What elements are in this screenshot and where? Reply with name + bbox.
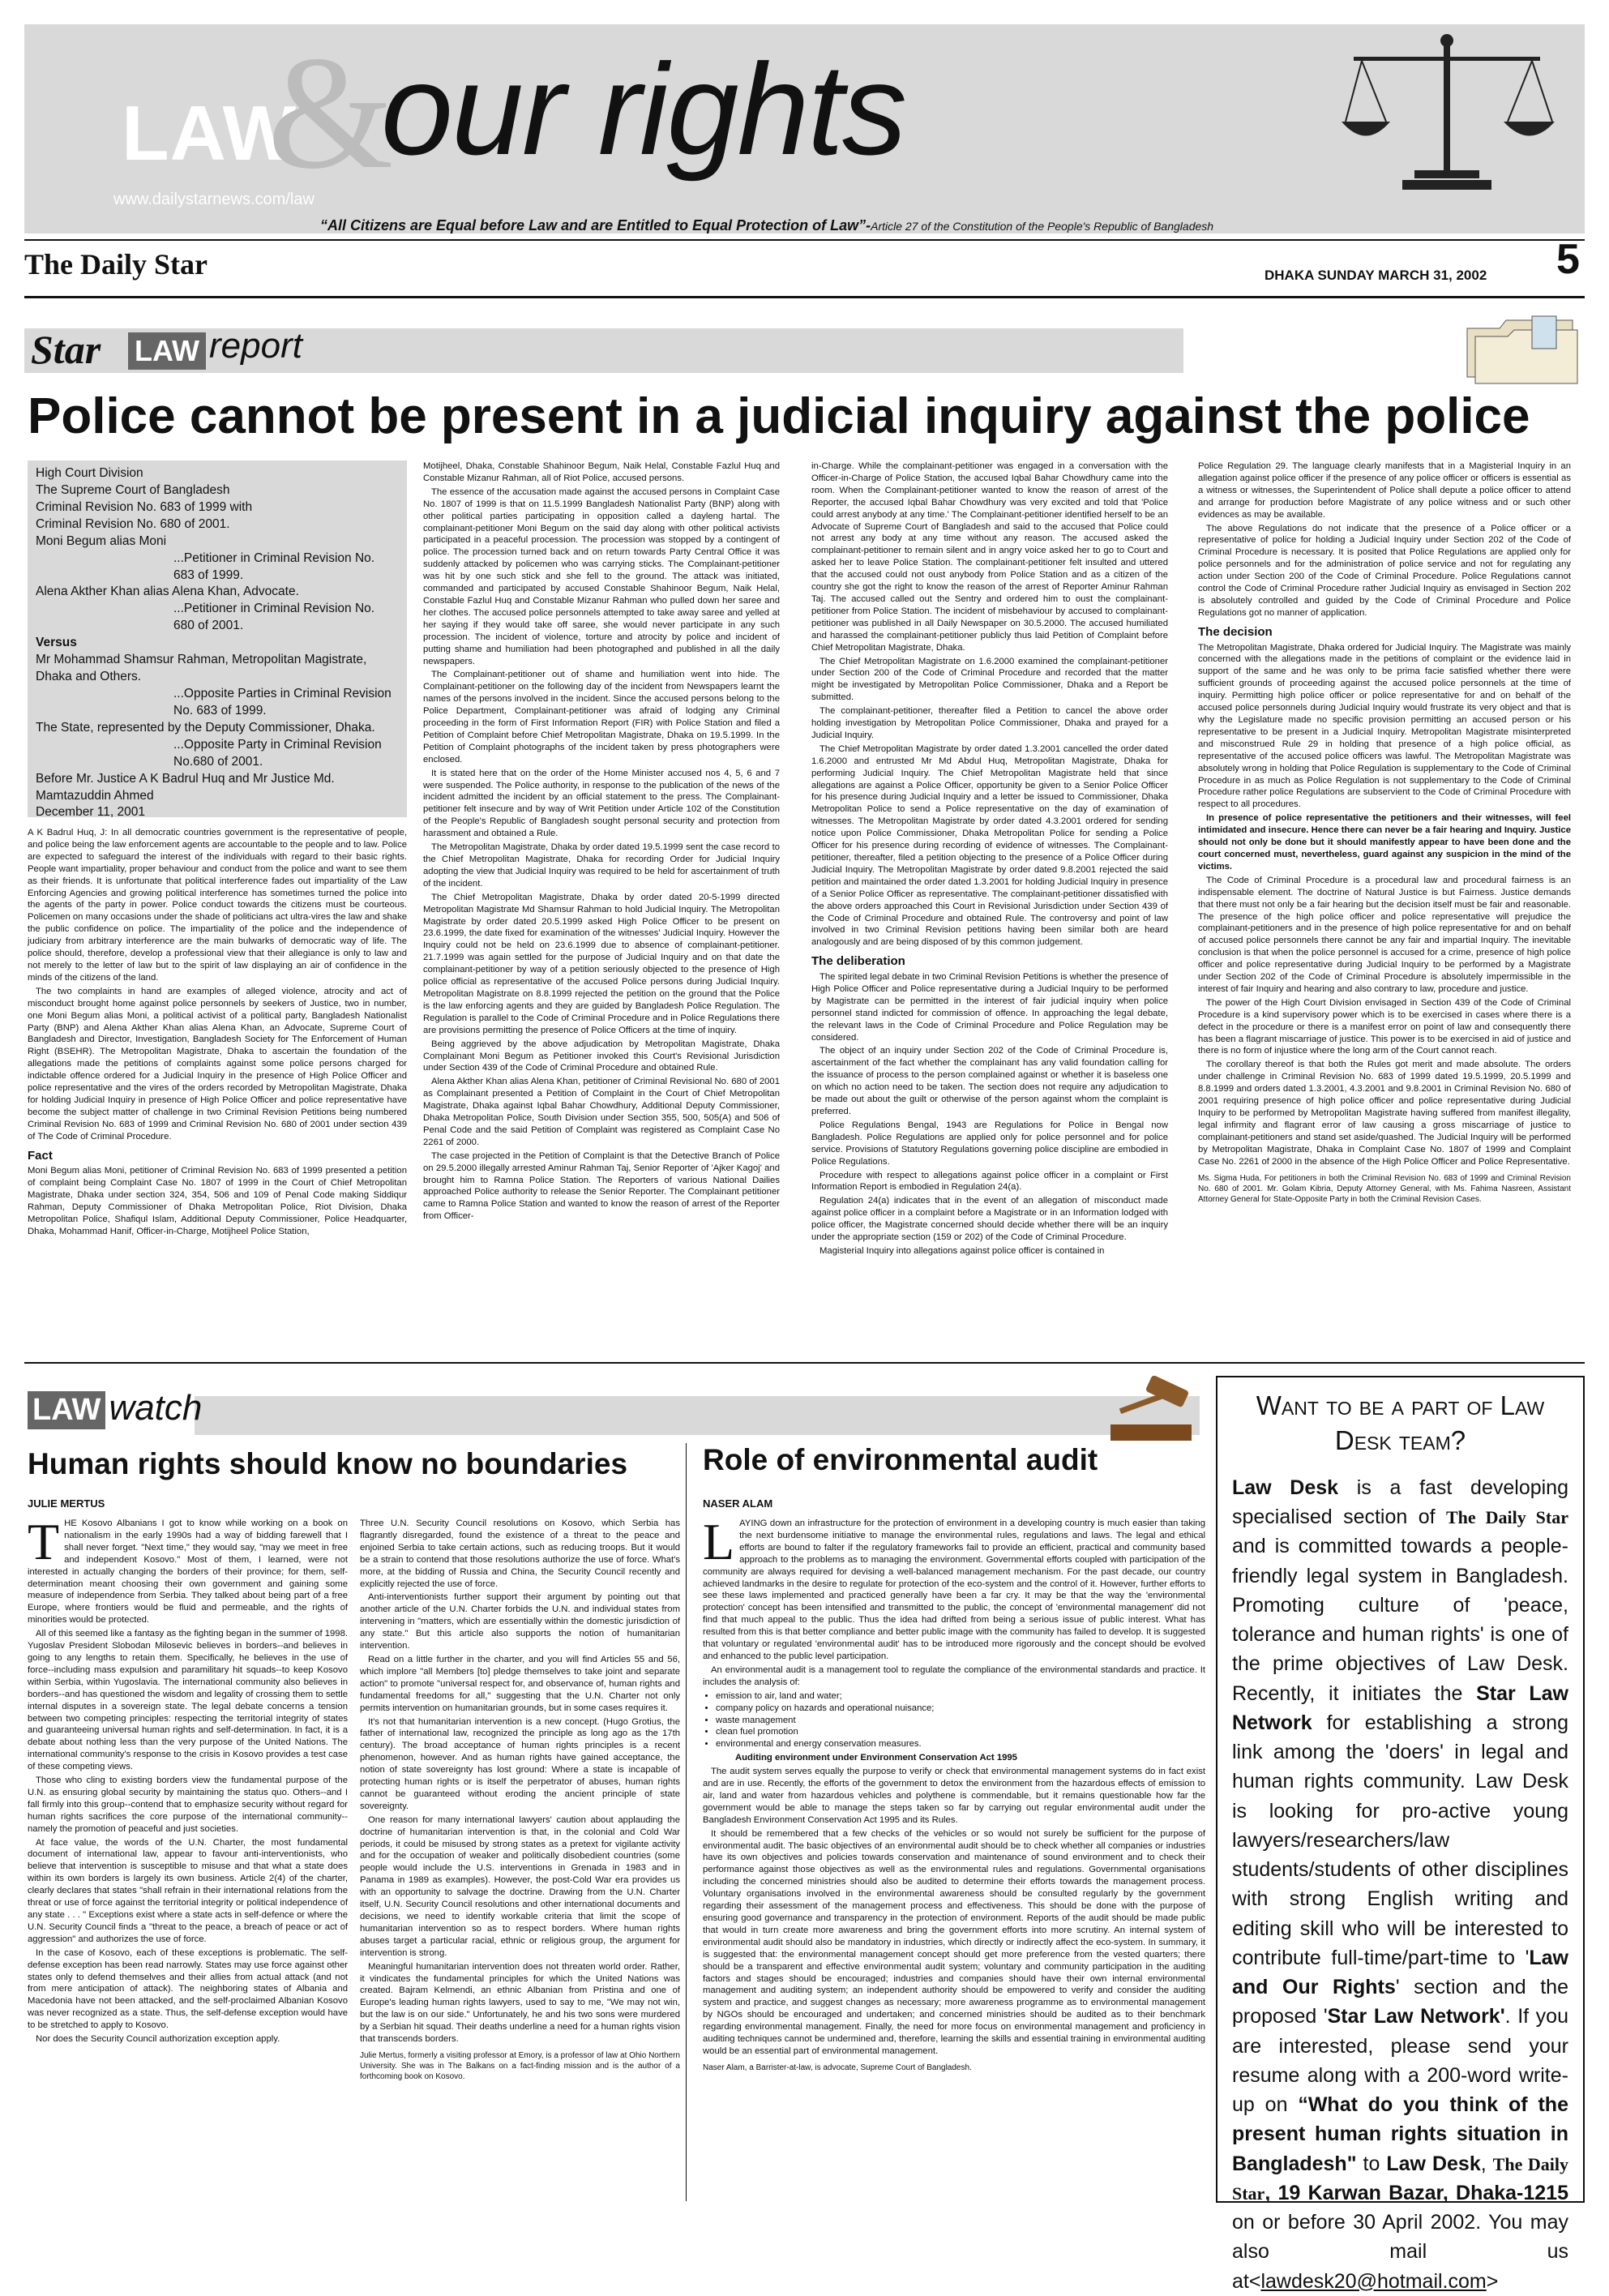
masthead-ampersand: & — [267, 24, 394, 203]
paragraph: Alena Akther Khan alias Alena Khan, petitioner of Criminal Revisional No. 680 of 2001 as Complainant presented a Petition of Complaint in the Court of Chief Metropolitan Magistrate, Dhaka against Iqbal Bahar Chowdhury, Additional Deputy Commissioner, Dhaka Metropolitan Police, South Division under Section 355, 500, 505(A) and 506 of Penal Code and the said Petition of Complaint was registered as Complaint Case No 2261 of 2000. — [423, 1077, 780, 1147]
paragraph: It should be remembered that a few checks of the vehicles or so would not surely be sufficient for the purpose of environmental audit. The basic objectives of an environmental audit should be to check whether all companies or industries have its own objectives and policies towards conservation and maintenance of sound environment and to check their performance against those objectives as well as the environmental rules and regulations. Governmental organisations including the concerned ministries should also be audited to determine their efforts towards the management process. Voluntary organisations involved in the environmental awareness should be consulted regularly by the government regarding their assessment of the management process and effectiveness. This should be done with the purpose of ensuring good governance and transparency in the protection of environment. Reports of the audit should be made public that would in turn create more awareness and bring the government efforts into more scrutiny. An internal system of environmental audit should also be mandatory in industries, which directly or indirectly affect the eco-system. In summary, it is suggested that: the environmental management concept should get more preference from the vested quarters; there should be a transparent and effective environmental audit system; voluntary and community participation in the auditing factors and stages should be encouraged; industries and companies should have their own internal environmental management and auditing system; an independent authority should be empowered to verify and consider the auditing system and practice, and suggest changes as necessary; more awareness programme as to environmental management by NGOs should be encouraged and undertaken; and concerned ministries should be audited as to their benchmark regarding environmental management. Finally, the need for more focus on environmental management and proficiency in auditing techniques cannot be undermined and, therefore, learning the skills and essential training in environmental auditing would be an essential part of environmental management. — [703, 1828, 1205, 2056]
article1-title: Human rights should know no boundaries — [28, 1447, 628, 1480]
law-watch-label — [28, 1388, 202, 1429]
write-up-topic: “What do you think of the present human rights situation in Bangladesh" — [1232, 2093, 1568, 2175]
paragraph: The Chief Metropolitan Magistrate by order dated 1.3.2001 cancelled the order dated 1.6.2000 and entrusted Mr Md Abdul Huq, Metropolitan Magistrate, Dhaka for performing Judicial Inquiry. The Chief Metropolitan Magistrate held that since allegations are against a Police Officer, opportunity be given to a Senior Police Officer for his presence during Judicial Inquiry and a letter be issued to Commissioner, Dhaka Metropolitan Police to send a Police representative on the day of examination of witnesses. The Metropolitan Magistrate by order dated 4.3.2001 ordered for sending notice upon Police Commissioner, Dhaka Metropolitan Police for sending a Police Officer for his presence during recording of evidence of witnesses. The Complainant-petitioner, thereafter, filed a petition objecting to the presence of a Police Officer during Judicial Inquiry. The Metropolitan Magistrate by order dated 9.8.2001 rejected the said petition and maintained the order dated 1.3.2001 for holding Judicial Inquiry in presence of a Senior Police Officer as representative. The complainant-petitioner dissatisfied with the above orders approached this Court in Revisional Jurisdiction under Section 439 of the Code of Criminal Procedure and obtained Rule. The controversy and point of law involved in two Criminal Revision petitions having been similar both are heard analogously and are being disposed of by this common judgement. — [811, 743, 1168, 948]
list-item: • emission to air, land and water; — [716, 1690, 1205, 1703]
report-column-3 — [811, 460, 1168, 1259]
section-heading-fact: Fact — [28, 1148, 53, 1163]
paragraph: The spirited legal debate in two Criminal Revision Petitions is whether the presence of High Police Officer and Police representative during a Judicial Inquiry to be performed by Magistrate can be permitted in the interest of fair judicial inquiry when police personnel stand indicted for commission of offence. In approaching the legal debate, the relevant laws in the Code of Criminal Procedure and Police Regulation may be considered. — [811, 972, 1168, 1043]
paragraph: Police Regulations Bengal, 1943 are Regulations for Police in Bengal now Bangladesh. Police Regulations are applied only for police personnel and for police service. Provisions of Statutory Regulations governing police discipline are embodied in Police Regulations. — [811, 1120, 1168, 1167]
article1-column-2 — [360, 1518, 680, 2082]
text: ' section and the proposed ' — [1232, 1976, 1568, 2028]
paragraph: Nor does the Security Council authorization exception apply. — [36, 2034, 280, 2045]
paragraph: The Chief Metropolitan Magistrate, Dhaka by order dated 20-5-1999 directed Metropolitan Magistrate Md Shamsur Rahman to hold Judicial Inquiry. The Metropolitan Magistrate by order dated 20.5.1999 asked High Police Officer to be present on 23.6.1999, the date fixed for examination of the witnesses' Judicial Inquiry. However the Inquiry could not be held on 23.6.1999 due to absence of complainant-petitioner. 21.7.1999 was again settled for the purpose of Judicial Inquiry and on that date the complainant-petitioner by way of a petition seriously objected to the presence of High police official as representative of the accused Police persons during Judicial Inquiry. Metropolitan Magistrate on 8.8.1999 rejected the petition on the ground that the Police is the law enforcing agents and they are guided by Bangladesh Police Regulation. The Regulation is parallel to the Code of Criminal Procedure and in Police Regulations there are provisions permitting the presence of Police Officers at the time of inquiry. — [423, 892, 780, 1035]
law-desk-label: Law Desk — [1232, 1476, 1339, 1499]
paragraph: The audit system serves equally the purpose to verify or check that environmental management systems do in fact exist and are in use. Recently, the efforts of the government to detox the environment from the hazardous effects of emission to air, land and water from hazardous vehicles and polythene is commendable, but it remains questionable how far the government would be able to manage the steps taken so far by carrying out regular environmental audit under the Bangladesh Environment Conservation Act 1995 and its Rules. — [703, 1767, 1205, 1825]
drop-cap: T — [28, 1513, 60, 1570]
paragraph: Police Regulation 29. The language clearly manifests that in a Magisterial Inquiry in an allegation against police officer if the presence of any police officer or officers is essential as a witness or witnesses, the Superintendent of Police shall depute a police officer to attend and arrange for production before Magistrate of any police witness and or such other evidences as may be available. — [1198, 461, 1571, 520]
paragraph: Anti-interventionists further support their argument by pointing out that another article of the U.N. Charter forbids the U.N. and individual states from intervening in "matters, which are essentially within the domestic jurisdiction of any state." But this article also supports the notion of humanitarian intervention. — [360, 1592, 680, 1651]
text: on or before 30 April 2002. You may also mail us at< — [1232, 2211, 1568, 2293]
paragraph: It is stated here that on the order of the Home Minister accused nos 4, 5, 6 and 7 were suspended. The Police authority, in response to the publication of the news of the incident admitted the incident by an official statement to the press. The Complainant-petitioner felt insecure and by way of Writ Petition under Article 102 of the Constitution of the People's Republic of Bangladesh sought personal security and protection from harassment and obtained a Rule. — [423, 768, 780, 839]
author-note: Julie Mertus, formerly a visiting professor at Emory, is a professor of law at Ohio Northern University. She was in The Balkans on a fact-finding mission and is the author of a forthcoming book on Kosovo. — [360, 2050, 680, 2081]
article1-column-1 — [28, 1513, 348, 2047]
banner-report: report — [209, 326, 302, 366]
text: is a fast developing specialised section of — [1232, 1476, 1568, 1529]
paragraph: One reason for many international lawyers' caution about applauding the doctrine of humanitarian intervention is that, in the colonial and Cold War periods, it could be misused by strong states as a pretext for vigilante activity and for the occupation of weaker and politically disobedient countries (some people would include the U.S. interventions in Grenada in 1983 and in Panama in 1989 as examples). However, the post-Cold War era provides us with an opportunity to salvage the doctrine. Drawing from the U.N. Charter itself, U.N. Security Council resolutions and other international documents and decisions, we need to identify workable criteria that limit the scope of humanitarian intervention so as to respect borders. Where human rights abuses target a particular racial, ethnic or religious group, the argument for intervention is strong. — [360, 1814, 680, 1958]
recruitment-box — [1216, 1376, 1585, 2293]
subheading: Auditing environment under Environment Conservation Act 1995 — [735, 1753, 1017, 1763]
dateline: DHAKA SUNDAY MARCH 31, 2002 — [1265, 268, 1487, 283]
case-date: December 11, 2001 — [36, 805, 145, 820]
constitution-quote: “All Citizens are Equal before Law and are Entitled to Equal Protection of Law”-Article 27 of the Constitution of the People's Republic of Bangladesh — [320, 217, 1214, 233]
paragraph: In the case of Kosovo, each of these exceptions is problematic. The self-defense exception has been read narrowly. States may use force against other states only to defend themselves and their allies from actual attack (and not from mere anticipation of attack). The neighboring states of Albania and Macedonia have not been attacked, and the self-proclaimed Albanian Kosovo was never recognized as a state. Thus, the self-defense exception would have to be stretched to apply to Kosovo. — [28, 1947, 348, 2031]
section-separator — [24, 1362, 1585, 1364]
paragraph: At face value, the words of the U.N. Charter, the most fundamental document of international law, appear to favour anti-interventionists, who believe that intervention is susceptible to misuse and that what a state does within its own borders is largely its own business. Article 2(4) of the charter, clearly declares that states "shall refrain in their international relations from the threat or use of force against the territorial integrity or political independence of any state . . . " Exceptions exist where a state acts in self-defence or where the U.N. Security Council finds a "threat to the peace, a breach of peace or act of aggression" and authorizes the use of force. — [28, 1837, 348, 1944]
case-line: Criminal Revision No. 683 of 1999 with — [36, 499, 253, 514]
article2-body — [703, 1513, 1205, 2073]
daily-star-logo-inline: The Daily Star — [1445, 1507, 1568, 1528]
paragraph: The Complainant-petitioner out of shame and humiliation went into hide. The Complainant-petitioner on the following day of the incident from Newspapers learnt the names of the persons involved in the incident. Since the accused persons belong to the Police Department, Complainant-petitioner was afraid of lodging any Criminal proceeding in the form of First Information Report (FIR) with Police Station and filed a Petition of Complaint before Chief Metropolitan Magistrate, Dhaka on 19.5.1999. In the Petition of Complaint photographs of the incident taken by press photographers were enclosed. — [423, 670, 780, 765]
paragraph: Regulation 24(a) indicates that in the event of an allegation of misconduct made against police officer in a complaint before a Magistrate or in an Information lodged with police officer, the Magistrate concerned should decide whether there will be an inquiry under the appropriate section (159 or 202) of the Code of Criminal Procedure. — [811, 1196, 1168, 1243]
case-party-role: ...Opposite Parties in Criminal Revision No. 683 of 1999. — [173, 686, 392, 718]
recruitment-heading: Want to be a part of Law Desk team? — [1256, 1390, 1545, 1455]
case-line: Mr Mohammad Shamsur Rahman, Metropolitan Magistrate, Dhaka and Others. — [36, 653, 367, 684]
masthead-url[interactable]: www.dailystarnews.com/law — [113, 191, 315, 208]
text: and is committed towards a people-friendly legal system in Bangladesh. Promoting culture of 'peace, tolerance and human rights' is one of the prime objectives of Law Desk. Recently, it initiates the — [1232, 1535, 1568, 1705]
paragraph: The power of the High Court Division envisaged in Section 439 of the Code of Criminal Procedure is a kind supervisory power which is to be exercised in cases where there is a defect in the procedure or there is a manifest error on point of law and consequently there has been a flagrant miscarriage of justice. This power is to be exercised in aid of justice and there is no form of injustice where the long arm of the Court cannot reach. — [1198, 997, 1571, 1056]
recruitment-body — [1232, 1473, 1568, 2296]
text: for establishing a strong link among the 'doers' in legal and human rights community. Law Desk is looking for pro-active young lawyers/researchers/law students/students of other disciplines with strong English writing and editing skill who will be interested to contribute full-time/part-time to ' — [1232, 1711, 1568, 1969]
report-column-1 — [28, 827, 407, 1240]
paragraph: Being aggrieved by the above adjudication by Metropolitan Magistrate, Dhaka Complainant Moni Begum as Petitioner invoked this Court's Revisional Jurisdiction under Section 439 of the Code of Criminal Procedure and obtained Rule. — [423, 1039, 780, 1073]
network-name: Star Law Network' — [1327, 2005, 1505, 2028]
article1-byline: JULIE MERTUS — [28, 1497, 105, 1510]
case-party-role: ...Opposite Party in Criminal Revision No.680 of 2001. — [173, 737, 382, 769]
paragraph: Meaningful humanitarian intervention does not threaten world order. Rather, it vindicates the fundamental principles for which the United Nations was created. Bajram Kelmendi, an ethnic Albanian from Pristina and one of Europe's leading human rights lawyers, used to say to me, "We may not win, but the law is on our side." Unfortunately, he and his two sons were murdered by a Serbian hit squad. Their deaths underline a need for a human rights vision that transcends borders. — [360, 1961, 680, 2045]
file-folders-icon — [1459, 312, 1581, 389]
case-line: High Court Division — [36, 466, 143, 480]
case-party-role: ...Petitioner in Criminal Revision No. 683 of 1999. — [173, 550, 375, 582]
paragraph: An environmental audit is a management tool to regulate the compliance of the environmental standards and practice. It includes the analysis of: — [703, 1664, 1205, 1687]
case-bench: Before Mr. Justice A K Badrul Huq and Mr Justice Md. Mamtazuddin Ahmed — [36, 771, 335, 803]
drop-cap: L — [703, 1513, 735, 1570]
text: , — [1480, 2152, 1493, 2175]
report-headline: Police cannot be present in a judicial inquiry against the police — [28, 388, 1530, 444]
list-item: • company policy on hazards and operational nuisance; — [716, 1703, 1205, 1715]
case-line: The State, represented by the Deputy Commissioner, Dhaka. — [36, 720, 375, 735]
paragraph: The corollary thereof is that both the Rules got merit and made absolute. The orders under challenge in Criminal Revision No. 683 of 1999 dated 19.5.1999, 20.5.1999 and 8.8.1999 and orders dated 1.3.2001, 4.3.2001 and 9.8.2001 in Criminal Revision No. 680 of 2001 requiring presence of high police officer and police representative during Judicial Inquiry to be performed by Metropolitan Magistrate having suffered from manifest illegality, legal infirmity and flagrant error of law causing a gross miscarriage of justice to complainant-petitioners and stand set aside/quashed. The Judicial Inquiry will be performed by Metropolitan Magistrate, Dhaka in Complaint Case No. 1807 of 1999 and Complaint Case No. 2261 of 2000 in the absence of the High Police Officer and Police Representative. — [1198, 1060, 1571, 1167]
paragraph: The essence of the accusation made against the accused persons in Complaint Case No. 1807 of 1999 is that on 11.5.1999 Bangladesh Nationalist Party (BNP) along with other political parties participating in opposition called a dayleng hartal. The complainant-petitioner Moni Begum on the said day along with other political activists participated in a peaceful procession. The procession was stopped by a contingent of police. The procession turned back and on return towards Party Central Office it was suddenly attacked by policemen who was carrying sticks. The Complainant-petitioner was hit by one such stick and she fell to the ground. The attack was initiated, commanded and participated by accused Constable Shahinoor Begum, Naik Helal, Constable Fazlul Huq and Constable Mizanur Rahman who pulled down her saree and her clothes. The accused police personnels attempted to take away saree and yelled at her saying if they would take off saree, she would never participate in any such procession. The incident of violence, torture and atrocity by police and incident of putting shame and humiliation had been photographed and published in all the daily newspapers. — [423, 486, 780, 666]
paragraph: Moni Begum alias Moni, petitioner of Criminal Revision No. 683 of 1999 presented a petition of complaint being Complaint Case No. 1807 of 1999 in the Court of Chief Metropolitan Magistrate, Dhaka under section 324, 354, 506 and 109 of Penal Code making Siddiqur Rahman, Deputy Commissioner of Dhaka Metropolitan Police, Riot Division, Dhaka Metropolitan Police, Shafiqul Islam, Additional Deputy Commissioner, Police Headquarter, Dhaka, Mohammad Hanif, Officer-in-Charge, Motijheel Police Station, — [28, 1166, 407, 1236]
text: > — [1486, 2269, 1499, 2293]
case-line: Criminal Revision No. 680 of 2001. — [36, 516, 230, 531]
article2-title: Role of environmental audit — [703, 1443, 1098, 1476]
paragraph: The above Regulations do not indicate that the presence of a Police officer or a representative of police for holding a Judicial Inquiry under Section 202 of the Code of Criminal Procedure is necessary. It is posited that Police Regulations are applied only for police personnels and for the administration of police service and not for regulating any action under Section 200 of the Code of Criminal Procedure. Police Regulations cannot control the Code of Criminal Procedure rather Judicial Inquiry as envisaged in Section 202 is absolutely controlled and guided by the Code of Criminal Procedure and Police Regulations got no manner of application. — [1198, 523, 1571, 618]
paragraph: Three U.N. Security Council resolutions on Kosovo, which Serbia has flagrantly disregarded, found the existence of a threat to the peace and enjoined Serbia to take certain actions, such as reducing troops. But it would be a strain to contend that those resolutions authorize the use of force. What's more, at the bidding of Russia and China, the Security Council recently and explicitly rejected the use of force. — [360, 1519, 680, 1589]
masthead-rule — [24, 239, 1585, 241]
masthead-law: LAW — [122, 90, 297, 177]
audit-list — [703, 1690, 1205, 1751]
column-divider — [686, 1443, 687, 2201]
paragraph: in-Charge. While the complainant-petitioner was engaged in a conversation with the Officer-in-Charge of Police Station, the accused Iqbal Bahar Chowdhury came into the room. When the Complainant-petitioner wanted to know the reason of arrest of the Reporter, the accused Iqbal Bahar Chowdhury was very excited and told that 'Police could arrest anybody at any time.' The Complainant-petitioner identified herself to be an Advocate of Supreme Court of Bangladesh and said to the accused that Police could not arrest any body at any time without any reason. The accused asked the complainant-petitioner to remain silent and in angry voice asked her to go to Court and asked her to leave Police Station. The complainant-petitioner felt insulted and uttered that the accused could not oust anybody from Police Station and as a citizen of the country she got the right to know the reason of the arrest of Reporter Aminur Rahman Taj. The accused called out the Sentry and ordered him to oust the complainant-petitioner from Police Station. The incident of misbehaviour by accused to complainant-petitioner was published in all Daily Newspaper on 30.5.2000. The accused humiliated and harassed the complainant-petitioner publicly thus laid Petition of Complaint before Chief Metropolitan Magistrate, Dhaka. — [811, 461, 1168, 653]
paragraph: Motijheel, Dhaka, Constable Shahinoor Begum, Naik Helal, Constable Fazlul Huq and Constable Mizanur Rahman, all of Riot Police, accused persons. — [423, 461, 780, 483]
paragraph: The two complaints in hand are examples of alleged violence, atrocity and act of misconduct brought home against police personnels by seekers of Justice, two in number, one Moni Begum alias Moni, a political activist of a political party, Bangladesh Nationalist Party (BNP) and Alena Akther Khan alias Alena Khan, an Advocate, Supreme Court of Bangladesh and Director, Investigation, Bangladesh Society for The Enforcement of Human Right (BSEHR). The Metropolitan Magistrate, Dhaka to ascertain the foundation of the allegations made the petitions of complaints against some police persons charged for indictable offence ordered for a Judicial Inquiry in the presence of High Police Officer and police representative and the vires of the orders recorded by Metropolitan Magistrate, Dhaka for holding Judicial Inquiry in presence of High Police Officer and police representative have become the subject matter of challenge in two Criminal Revision Petitions being numbered Criminal Revision No. 683 of 1999 and Criminal Revision No. 680 of 2001 under section 439 of The Code of Criminal Procedure. — [28, 986, 407, 1142]
address: , 19 Karwan Bazar, Dhaka-1215 — [1265, 2181, 1568, 2204]
daily-star-logo: The Daily Star — [24, 248, 208, 281]
list-item: • clean fuel promotion — [716, 1726, 1205, 1738]
daily-star-logo-inline: The Daily Star — [1232, 2153, 1568, 2204]
case-line: Alena Akther Khan alias Alena Khan, Advocate. — [36, 585, 299, 599]
quote-source: Article 27 of the Constitution of the People's Republic of Bangladesh — [871, 220, 1214, 233]
report-column-2 — [423, 460, 780, 1224]
law-watch-bar — [195, 1396, 1200, 1435]
paragraph: Magisterial Inquiry into allegations against police officer is contained in — [819, 1245, 1105, 1256]
star-law-network: Star Law Network — [1232, 1681, 1568, 1734]
case-line: Moni Begum alias Moni — [36, 533, 167, 548]
dateline-rule — [24, 296, 1585, 298]
list-item: • environmental and energy conservation measures. — [716, 1738, 1205, 1750]
email-link[interactable]: lawdesk20@hotmail.com — [1260, 2269, 1487, 2293]
paragraph: The Code of Criminal Procedure is a procedural law and procedural fairness is an indispensable element. The doctrine of Natural Justice is but Fairness. Justice demands that there must not only be a fair hearing but the decision itself must be fair and reasonable. The presence of the high police officer and police representative will prejudice the complainant-petitioners and in the presence of high police representative for and on behalf of accused police personnels there cannot be any fair and impartial Inquiry. The inevitable conclusion is that when the police personnel is accused for a crime, presence of high police officer and police representative during Judicial Inquiry to be performed by a Magistrate under Section 202 of the Code of Criminal Procedure is absolutely impermissible in the interest of fair Inquiry and hearing and also contrary to law, procedure and justice. — [1198, 875, 1571, 994]
paragraph: HE Kosovo Albanians I got to know while working on a book on nationalism in the early 1990s had a way of bidding farewell that I shall never forget. "Next time," they would say, "may we meet in free and independent Kosovo." Most of them, I learned, were not interested in actually changing the borders of their province; for them, self-determination meant choosing their own government and gaining some measure of independence from Serbia. They talked about being part of a free Europe, where frontiers would be fluid and permeable, and the rights of minorities would be protected. — [28, 1519, 348, 1626]
section-heading-decision: The decision — [1198, 624, 1273, 639]
paragraph-bold: In presence of police representative the petitioners and their witnesses, will feel intimidated and insecure. Hence there can never be a fair hearing and Inquiry. Justice should not only be done but it should manifestly appear to have been done and the court concerned must, nevertheless, guard against any suspicion in the mind of the victims. — [1198, 813, 1571, 872]
section-heading-deliberation: The deliberation — [811, 954, 905, 969]
list-item: • waste management — [716, 1715, 1205, 1727]
paragraph: All of this seemed like a fantasy as the fighting began in the summer of 1998. Yugoslav President Slobodan Milosevic believes in borders--and believes in going to any lengths to retain them. Specifically, he believes in the use of force--including mass expulsion and paramilitary hit squads--to keep Kosovo within Serbia, within Yugoslavia. The international community also believes in borders--and has questioned the wisdom and legality of crossing them to settle internal disputes in a sovereign state. The legal debate concerns a tension between two competing principles: respecting the territorial integrity of states and guaranteeing universal human rights and self-determination. In fact, it is a debate about nothing less than the very purpose of the United Nations. The international community's response to the crisis in Kosovo provides a test case of these competing views. — [28, 1629, 348, 1772]
section-name: Law and Our Rights — [1232, 1946, 1568, 1999]
paragraph: AYING down an infrastructure for the protection of environment in a developing country is much easier than taking the next burdensome initiative to manage the environmental rules, regulations and laws. The legal and ethical efforts are bound to falter if the regulatory frameworks fail to provide an efficient, practical and community based approach to the problems as to managing the environment. Governmental efforts coupled with participation of the community are always required for devising a well-balanced management mechanism. For the past decade, our country achieved landmarks in the desire to regulate for protection of the eco-system and the control of it. However, further efforts to see these laws implemented and practiced generally have been a far cry. It may be that the way the 'environmental protection' concept has been intensified and transmitted to the public, the concept of 'environmental management' did not find that much appeal to the public. Thus the idea had drifted from being a serious issue of public interest. What has resulted from this is that better compliance and better public image with the community has failed to develop. It is suggested that voluntary or regulated 'environmental audit' has to be introduced more rigorously and the concept should be evolved and enhanced to the public level participation. — [703, 1519, 1205, 1661]
paragraph: The Chief Metropolitan Magistrate on 1.6.2000 examined the complainant-petitioner under Section 200 of the Code of Criminal Procedure and recorded that the matter might be investigated by Metropolitan Police Commissioner, Dhaka and a Report be submitted. — [811, 656, 1168, 703]
author-note: Naser Alam, a Barrister-at-law, is advocate, Supreme Court of Bangladesh. — [703, 2063, 972, 2072]
paragraph: The Metropolitan Magistrate, Dhaka ordered for Judicial Inquiry. The Magistrate was mainly concerned with the allegations made in the petitions of complaint or the evidence laid in support of the same and he was only to be prima facie satisfied whether there were sufficient grounds of proceeding against the accused police personnels at the time of inquiry. Permitting high police officer or police representative for and on behalf of the accused police personnels during Judicial Inquiry would frustrate its very object and that is why the Legislature made no specific provision permitting an accused person or his representative to be present in a Judicial Inquiry. Metropolitan Magistrate misinterpreted and misconstrued Rule 29 in holding that presence of a high police official, as representative of the accused police officers was lawful. The Metropolitan Magistrate was absolutely wrong in holding that Police Regulation is supplementary to the Code of Criminal Procedure in as much as Police Regulation is not supplementary to the Code of Criminal Procedure rather police Regulations are subservient to the Code of Criminal Procedure with respect to all procedures. — [1198, 642, 1571, 810]
article2-byline: NASER ALAM — [703, 1497, 773, 1510]
paragraph: It's not that humanitarian intervention is a new concept. (Hugo Grotius, the father of international law, recognized the principle as long ago as the 17th century). The broad acceptance of human rights principles is a recent phenomenon, however. And as human rights have gained acceptance, the notion of state sovereignty has lost ground: Where a state is incapable of protecting human rights or is itself the perpetrator of abuses, human rights cannot be guaranteed without eroding the ancient principle of state sovereignty. — [360, 1716, 680, 1811]
case-party-role: ...Petitioner in Criminal Revision No. 680 of 2001. — [173, 602, 375, 633]
case-citation-box — [28, 460, 407, 820]
paragraph: A K Badrul Huq, J: In all democratic countries government is the representative of people, and police being the law enforcement agents are accountable to the people and to law. Police are expected to safeguard the interest of the individuals with regard to their basic rights. People want impartiality, proper behaviour and conduct from the police and want to see them as their friends. It is unfortunate that political interference fades out impartiality of the Law Enforcing Agencies and growing political interference has sometimes turned the police into the agents of the party in power. Police conduct towards the citizens must be courteous. Policemen on many occasions under the shade of politicians act ultra-vires the law and shake the public confidence on police. The impartiality of the police and the independence of judiciary from arbitrary interference are the main bulwarks of democratic way of life. The police should, therefore, develop a professional view that their allegiance is only to law and not merely to the letter of law but to the spirit of law displaying an air of confidence in the minds of the citizens of the land. — [28, 828, 407, 983]
paragraph: The Metropolitan Magistrate, Dhaka by order dated 19.5.1999 sent the case record to the Chief Metropolitan Magistrate, Dhaka for recording Order for Judicial Inquiry adopting the view that Judicial Inquiry was required to be held for ascertainment of truth of the incident. — [423, 842, 780, 889]
law-watch-watch: watch — [109, 1388, 203, 1428]
paragraph: Read on a little further in the charter, and you will find Articles 55 and 56, which implore "all Members [to] pledge themselves to take joint and separate action" to promote "universal respect for, and observance of, human rights and fundamental freedoms for all," suggesting that the U.N. Charter not only permits intervention on humanitarian grounds, but in some cases requires it. — [360, 1654, 680, 1713]
law-watch-law: LAW — [28, 1391, 105, 1429]
paragraph: Procedure with respect to allegations against police officer in a complaint or First Information Report is embodied in Regulation 24(a). — [811, 1170, 1168, 1193]
page-number: 5 — [1556, 236, 1580, 283]
report-column-4 — [1198, 460, 1571, 1205]
banner-law: LAW — [128, 332, 206, 370]
paragraph: The case projected in the Petition of Complaint is that the Detective Branch of Police on 29.5.2000 illegally arrested Aminur Rahman Taj, Senior Reporter of 'Ajker Kagoj' and brought him to Ramna Police Station. The Reporters of various National Dailies approached Police authority to release the Senior Reporter. The Complainant petitioner came to Ramna Police Station and wanted to know the reason of arrest of the Reporter from Officer- — [423, 1150, 780, 1222]
law-desk-label: Law Desk — [1386, 2152, 1481, 2175]
case-line: The Supreme Court of Bangladesh — [36, 482, 230, 497]
scales-of-justice-icon — [1337, 32, 1556, 199]
versus-label: Versus — [36, 636, 77, 650]
paragraph: The object of an inquiry under Section 202 of the Code of Criminal Procedure is, ascertainment of the fact whether the complainant has any valid foundation calling for the issuance of process to the person complained against or whether it is baseless one on which no action need to be taken. The section does not require any adjudication to be made out about the guilt or otherwise of the person against whom the complaint is preferred. — [811, 1046, 1168, 1117]
masthead-our-rights: our rights — [381, 36, 905, 182]
text: . If you are interested, please send your resume along with a 200-word write-up on — [1232, 2005, 1568, 2117]
paragraph: The complainant-petitioner, thereafter filed a Petition to cancel the above order holding investigation by Metropolitan Police Commissioner, Dhaka and prayed for a Judicial Inquiry. — [811, 706, 1168, 740]
gavel-icon — [1102, 1376, 1200, 1453]
paragraph: Those who cling to existing borders view the fundamental purpose of the U.N. as ensuring global security by maintaining the status quo. Others--and I fall firmly into this group--contend that to emphasize security without regard for human rights sacrifices the core purpose of the international community--namely the promotion of peaceful and just societies. — [28, 1776, 348, 1834]
counsel-note: Ms. Sigma Huda, For petitioners in both the Criminal Revision No. 683 of 1999 and Criminal Revision No. 680 of 2001. Mr. Golam Kibria, Deputy Attorney General, with Ms. Fahima Nasreen, Assistant Attorney General for State-Opposite Party in both the Criminal Revision Cases. — [1198, 1173, 1571, 1204]
banner-star: Star — [31, 327, 101, 372]
text: to — [1356, 2152, 1387, 2175]
